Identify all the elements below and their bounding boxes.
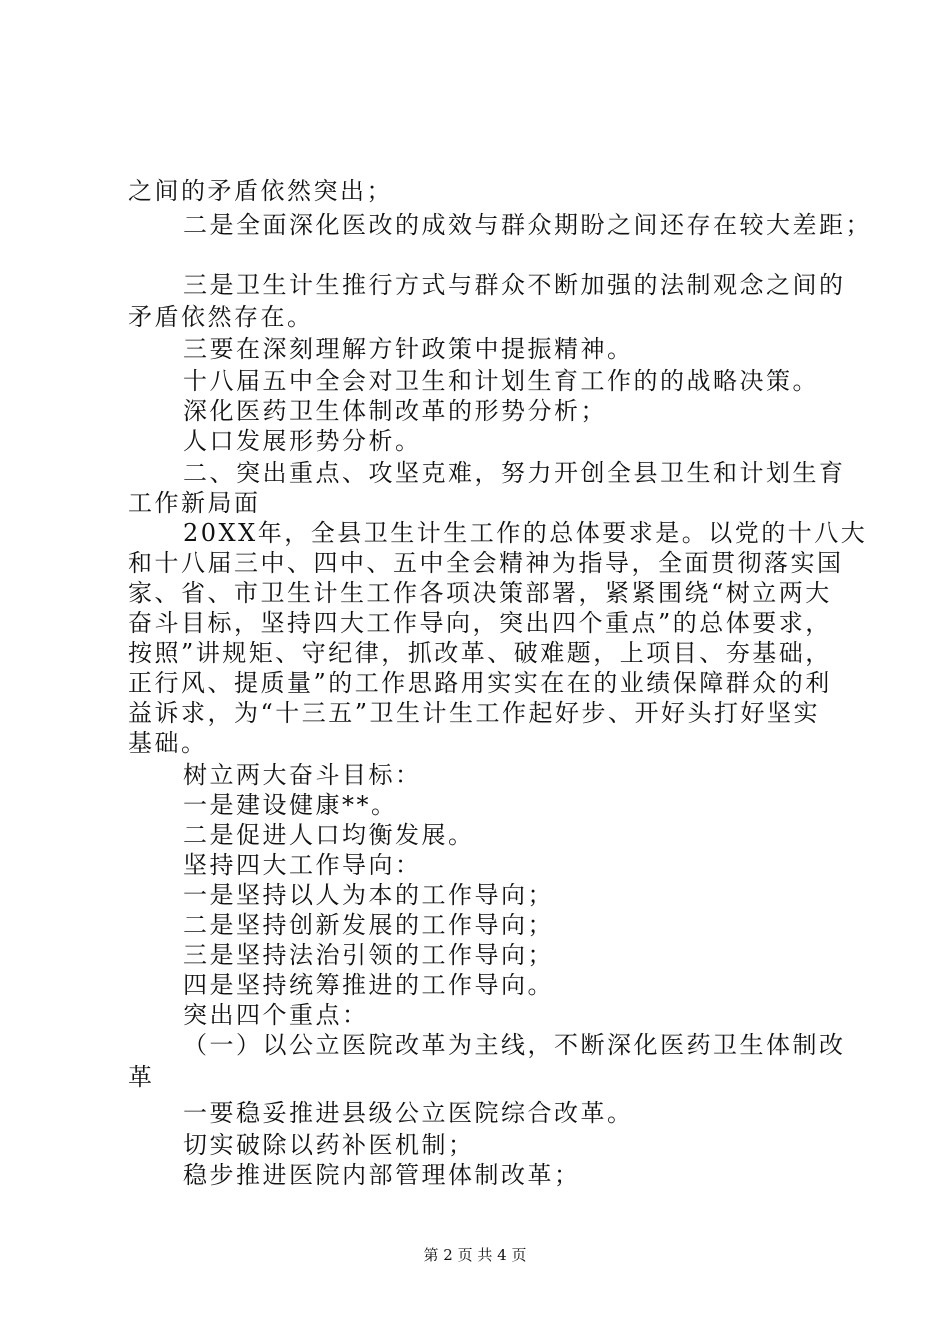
paragraph-line: 20XX年，全县卫生计生工作的总体要求是。以党的十八大 [183, 519, 868, 547]
paragraph-line: 切实破除以药补医机制； [183, 1131, 475, 1159]
paragraph-line: 深化医药卫生体制改革的形势分析； [183, 397, 607, 425]
paragraph-line: 按照”讲规矩、守纪律，抓改革、破难题，上项目、夯基础， [128, 639, 832, 667]
paragraph-line: 一是坚持以人为本的工作导向； [183, 881, 554, 909]
paragraph-line: 家、省、市卫生计生工作各项决策部署，紧紧围绕“树立两大 [128, 579, 832, 607]
paragraph-line: 和十八届三中、四中、五中全会精神为指导，全面贯彻落实国 [128, 549, 844, 577]
paragraph-line: 正行风、提质量”的工作思路用实实在在的业绩保障群众的利 [128, 669, 832, 697]
paragraph-line: 树立两大奋斗目标： [183, 761, 422, 789]
paragraph-line: 十八届五中全会对卫生和计划生育工作的的战略决策。 [183, 367, 819, 395]
section-heading: 工作新局面 [128, 489, 261, 517]
paragraph-line: 矛盾依然存在。 [128, 303, 314, 331]
paragraph-line: 二是坚持创新发展的工作导向； [183, 911, 554, 939]
paragraph-line: 之间的矛盾依然突出； [128, 177, 393, 205]
paragraph-line: 稳步推进医院内部管理体制改革； [183, 1161, 581, 1189]
section-heading: 二、突出重点、攻坚克难，努力开创全县卫生和计划生育 [183, 459, 846, 487]
paragraph-line: 一是建设健康**。 [183, 791, 398, 819]
subsection-heading: （一）以公立医院改革为主线，不断深化医药卫生体制改 [183, 1031, 846, 1059]
page-number: 第 2 页 共 4 页 [423, 1246, 527, 1264]
subsection-heading: 革 [128, 1063, 155, 1091]
paragraph-line: 三是卫生计生推行方式与群众不断加强的法制观念之间的 [183, 271, 846, 299]
paragraph-line: 基础。 [128, 729, 208, 757]
paragraph-line: 四是坚持统筹推进的工作导向。 [183, 971, 554, 999]
paragraph-line: 坚持四大工作导向： [183, 851, 422, 879]
paragraph-line: 二是全面深化医改的成效与群众期盼之间还存在较大差距； [183, 211, 872, 239]
paragraph-line: 突出四个重点： [183, 1001, 369, 1029]
paragraph-line: 一要稳妥推进县级公立医院综合改革。 [183, 1099, 634, 1127]
paragraph-line: 益诉求，为“十三五”卫生计生工作起好步、开好头打好坚实 [128, 699, 821, 727]
paragraph-line: 二是促进人口均衡发展。 [183, 821, 475, 849]
paragraph-line: 三要在深刻理解方针政策中提振精神。 [183, 335, 634, 363]
paragraph-line: 人口发展形势分析。 [183, 427, 422, 455]
paragraph-line: 奋斗目标，坚持四大工作导向，突出四个重点”的总体要求， [128, 609, 832, 637]
paragraph-line: 三是坚持法治引领的工作导向； [183, 941, 554, 969]
